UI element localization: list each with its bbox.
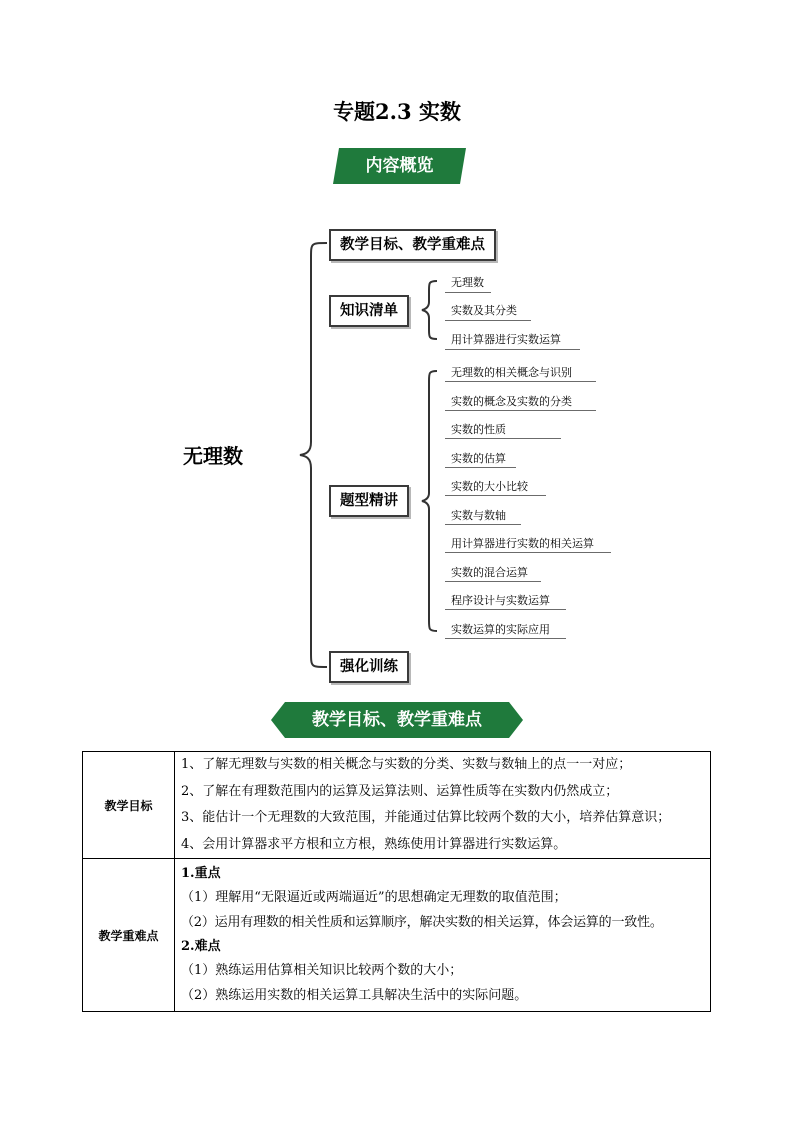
type-item-underline <box>445 381 596 382</box>
branch-training: 强化训练 <box>329 651 409 683</box>
type-item: 无理数的相关概念与识别 <box>451 366 572 379</box>
type-item: 实数的性质 <box>451 423 506 436</box>
knowledge-item: 实数及其分类 <box>451 304 517 317</box>
type-item-underline <box>445 467 516 468</box>
goals-label: 教学目标 <box>83 752 175 859</box>
key-point: （1）理解用“无限逼近或两端逼近”的思想确定无理数的取值范围； <box>181 890 567 905</box>
difficult-point: （2）熟练运用实数的相关运算工具解决生活中的实际问题。 <box>181 988 528 1003</box>
goal-line: 1、了解无理数与实数的相关概念与实数的分类、实数与数轴上的点一一对应； <box>181 757 632 772</box>
knowledge-item-underline <box>445 349 580 350</box>
type-item-underline <box>445 410 596 411</box>
knowledge-item: 无理数 <box>451 276 484 289</box>
type-item: 用计算器进行实数的相关运算 <box>451 537 594 550</box>
type-item-underline <box>445 524 521 525</box>
difficult-heading: 2.难点 <box>181 939 221 954</box>
type-item: 程序设计与实数运算 <box>451 594 550 607</box>
types-brace <box>422 371 437 631</box>
type-item: 实数的混合运算 <box>451 566 528 579</box>
branch-goals: 教学目标、教学重难点 <box>329 229 496 261</box>
type-item: 实数的估算 <box>451 452 506 465</box>
page-title: 专题2.3 实数 <box>333 99 461 124</box>
key-point: （2）运用有理数的相关性质和运算顺序，解决实数的相关运算，体会运算的一致性。 <box>181 915 663 930</box>
branch-knowledge: 知识清单 <box>329 295 409 327</box>
type-item: 实数运算的实际应用 <box>451 623 550 636</box>
type-item-underline <box>445 581 541 582</box>
mindmap-root: 无理数 <box>183 444 243 468</box>
key-difficult-content <box>175 859 711 1012</box>
key-difficult-label: 教学重难点 <box>83 859 175 1012</box>
type-item: 实数与数轴 <box>451 509 506 522</box>
type-item-underline <box>445 552 611 553</box>
goal-line: 4、会用计算器求平方根和立方根，熟练使用计算器进行实数运算。 <box>181 836 567 852</box>
goal-line: 2、了解在有理数范围内的运算及运算法则、运算性质等在实数内仍然成立； <box>181 783 619 799</box>
type-item: 实数的概念及实数的分类 <box>451 395 572 408</box>
goals-table <box>82 751 711 1012</box>
key-difficult-row <box>83 859 711 1012</box>
type-item-underline <box>445 609 566 610</box>
branch-types: 题型精讲 <box>329 485 409 517</box>
root-brace <box>300 243 327 667</box>
type-item-underline <box>445 495 546 496</box>
overview-banner-label: 内容概览 <box>365 156 434 176</box>
type-item-underline <box>445 438 561 439</box>
type-item: 实数的大小比较 <box>451 480 528 493</box>
knowledge-item: 用计算器进行实数运算 <box>451 333 561 346</box>
goals-row <box>83 752 711 859</box>
goals-banner-label: 教学目标、教学重难点 <box>312 710 482 730</box>
key-heading: 1.重点 <box>181 866 221 881</box>
knowledge-item-underline <box>445 292 491 293</box>
knowledge-item-underline <box>445 320 531 321</box>
knowledge-brace <box>422 281 437 339</box>
goal-line: 3、能估计一个无理数的大致范围，并能通过估算比较两个数的大小，培养估算意识； <box>181 810 671 825</box>
goals-content <box>175 752 711 859</box>
difficult-point: （1）熟练运用估算相关知识比较两个数的大小； <box>181 963 463 978</box>
goals-banner <box>271 702 523 738</box>
type-item-underline <box>445 638 566 639</box>
